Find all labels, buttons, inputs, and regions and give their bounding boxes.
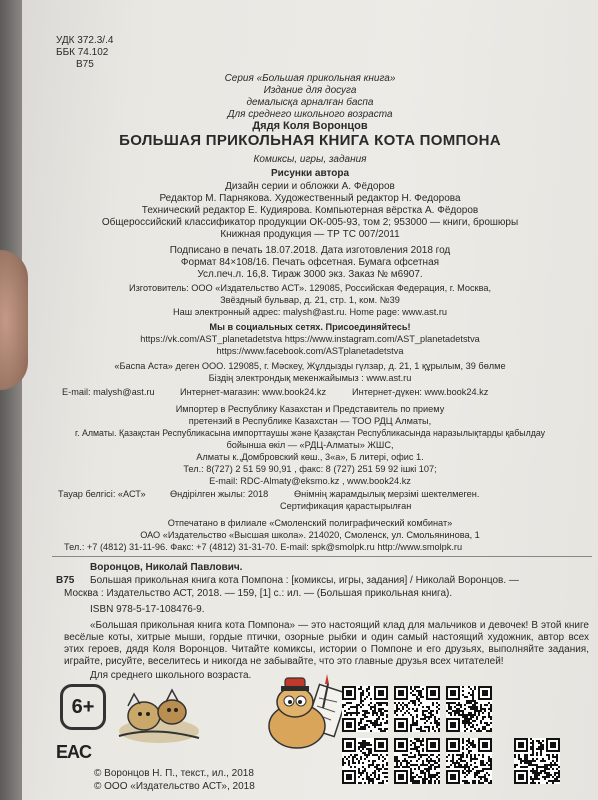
social-link: https://vk.com/AST_planetadetstva https://www.instagram.com/AST_planetadetstva (140, 334, 480, 344)
social-link: https://www.facebook.com/ASTplanetadetstva (216, 346, 404, 356)
qr-code-pattern (394, 738, 440, 784)
catalog-entry-line: Большая прикольная книга кота Помпона : [комиксы, игры, задания] / Николай Воронцов. — (90, 575, 519, 586)
credit-line: Технический редактор Е. Кудиярова. Компьютерная вёрстка А. Фёдоров (141, 205, 479, 216)
qr-code-pattern (446, 738, 492, 784)
importer-line: претензий в Республике Казахстан — ТОО РДЦ Алматы, (188, 416, 432, 426)
annotation-text: «Большая прикольная книга кота Помпона» — это настоящий клад для мальчиков и девочек! В этой книге весёлые коты, хитрые мыши, гордые птички, озорные рыбки и один самый настоящий художник, автор всех этих героев, дядя Коля Воронцов. Читайте комиксы, истории о Помпоне и его друзьях, выполняйте задания, играйте, рисуйте, веселитесь и никогда не забывайте, что это главные друзья всех читателей! (64, 620, 589, 667)
thumb-holding-page (0, 250, 28, 390)
catalog-entry-line: Москва : Издательство АСТ, 2018. — 159, [1] с.: ил. — (Большая прикольная книга). (64, 588, 453, 599)
qr-code (394, 686, 440, 732)
importer-line: бойынша өкіл — «РДЦ-Алматы» ЖШС, (226, 440, 394, 450)
print-info-line: Формат 84×108/16. Печать офсетная. Бумага офсетная (180, 257, 440, 268)
qr-code-pattern (394, 686, 440, 732)
udk-code: УДК 372.3/.4 (56, 35, 114, 46)
isbn: ISBN 978-5-17-108476-9. (90, 604, 205, 615)
qr-code-pattern (342, 686, 388, 732)
qr-code-pattern (514, 738, 560, 784)
author-name: Дядя Коля Воронцов (252, 120, 368, 132)
credit-line: Редактор М. Парнякова. Художественный редактор Н. Федорова (159, 193, 461, 204)
social-heading: Мы в социальных сетях. Присоединяйтесь! (209, 322, 411, 332)
trademark-text: Тауар белгісі: «АСТ» (58, 489, 146, 499)
copyright-line: © Воронцов Н. П., текст., ил., 2018 (94, 768, 254, 779)
qr-code (342, 738, 388, 784)
online-store-kz-text: Интернет-дүкен: www.book24.kz (352, 387, 489, 397)
series-line: Издание для досуга (263, 85, 357, 96)
printer-line: Отпечатано в филиале «Смоленский полиграфический комбинат» (167, 518, 453, 528)
importer-line: E-mail: RDC-Almaty@eksmo.kz , www.book24.kz (209, 476, 411, 486)
credit-line: Общероссийский классификатор продукции ОК-005-93, том 2; 953000 — книги, брошюры (101, 217, 519, 228)
certification-text: Сертификация қарастырылған (280, 501, 412, 511)
manufacturer-line: Звёздный бульвар, д. 21, стр. 1, ком. №39 (220, 295, 400, 305)
book-imprint-page (22, 0, 598, 800)
qr-code (446, 738, 492, 784)
cats-fishing-illustration (114, 686, 204, 748)
print-info-line: Подписано в печать 18.07.2018. Дата изготовления 2018 год (169, 245, 451, 256)
credit-line: Книжная продукция — ТР ТС 007/2011 (220, 229, 400, 240)
print-info-line: Усл.печ.л. 16,8. Тираж 3000 экз. Заказ № м6907. (197, 269, 423, 280)
credit-line: Дизайн серии и обложки А. Фёдоров (225, 181, 395, 192)
age-rating-badge: 6+ (60, 684, 106, 730)
importer-line: Импортер в Республику Казахстан и Представитель по приему (175, 404, 445, 414)
bbk-code: ББК 74.102 (56, 47, 109, 58)
qr-code-pattern (342, 738, 388, 784)
qr-code (514, 738, 560, 784)
qr-code (446, 686, 492, 732)
kz-publisher-line: «Баспа Аста» деген ООО. 129085, г. Мәскеу, Жұлдызды гүлзар, д. 21, 1 құрылым, 39 бөлме (114, 361, 506, 371)
age-recommendation: Для среднего школьного возраста. (90, 670, 252, 681)
importer-line: г. Алматы. Қазақстан Республикасына импорттаушы және Қазақстан Республикасында наразылықтарды қабылдау (74, 428, 546, 438)
printer-contacts: Тел.: +7 (4812) 31-11-96. Факс: +7 (4812) 31-31-70. E-mail: spk@smolpk.ru http://www.smolpk.ru (64, 542, 463, 552)
manufacturer-line: Изготовитель: ООО «Издательство АСТ». 129085, Российская Федерация, г. Москва, (128, 283, 492, 293)
manufacturer-line: Наш электронный адрес: malysh@ast.ru. Home page: www.ast.ru (172, 307, 448, 317)
qr-code-pattern (446, 686, 492, 732)
series-line: демалысқа арналған баспа (246, 97, 374, 108)
divider (52, 556, 592, 557)
series-line: Для среднего школьного возраста (227, 109, 393, 120)
catalog-author: Воронцов, Николай Павлович. (90, 562, 243, 573)
qr-code (342, 686, 388, 732)
online-store-text: Интернет-магазин: www.book24.kz (180, 387, 327, 397)
book-title: БОЛЬШАЯ ПРИКОЛЬНАЯ КНИГА КОТА ПОМПОНА (119, 132, 501, 149)
page-edge-shadow (0, 0, 22, 800)
catalog-code: В75 (56, 575, 75, 586)
eac-mark: EAC (56, 742, 92, 762)
book-subtitle: Комиксы, игры, задания (253, 154, 367, 165)
shelf-life-text: Өнімнің жарамдылық мерзімі шектелмеген. (294, 489, 480, 499)
email-text: E-mail: malysh@ast.ru (62, 387, 155, 397)
production-year-text: Өндірілген жылы: 2018 (170, 489, 269, 499)
kz-publisher-line: Біздің электрондық мекенжайымыз : www.ast.ru (208, 373, 412, 383)
importer-line: Алматы к.,Домбровский көш., 3«а», Б литері, офис 1. (196, 452, 424, 462)
series-line: Серия «Большая прикольная книга» (224, 73, 396, 84)
illustrations-credit: Рисунки автора (270, 168, 350, 179)
copyright-line: © ООО «Издательство АСТ», 2018 (94, 781, 255, 792)
printer-line: ОАО «Издательство «Высшая школа». 214020, Смоленск, ул. Смольянинова, 1 (140, 530, 480, 540)
qr-code (394, 738, 440, 784)
author-mark: В75 (76, 59, 94, 70)
importer-line: Тел.: 8(727) 2 51 59 90,91 , факс: 8 (727) 251 59 92 ішкі 107; (183, 464, 437, 474)
